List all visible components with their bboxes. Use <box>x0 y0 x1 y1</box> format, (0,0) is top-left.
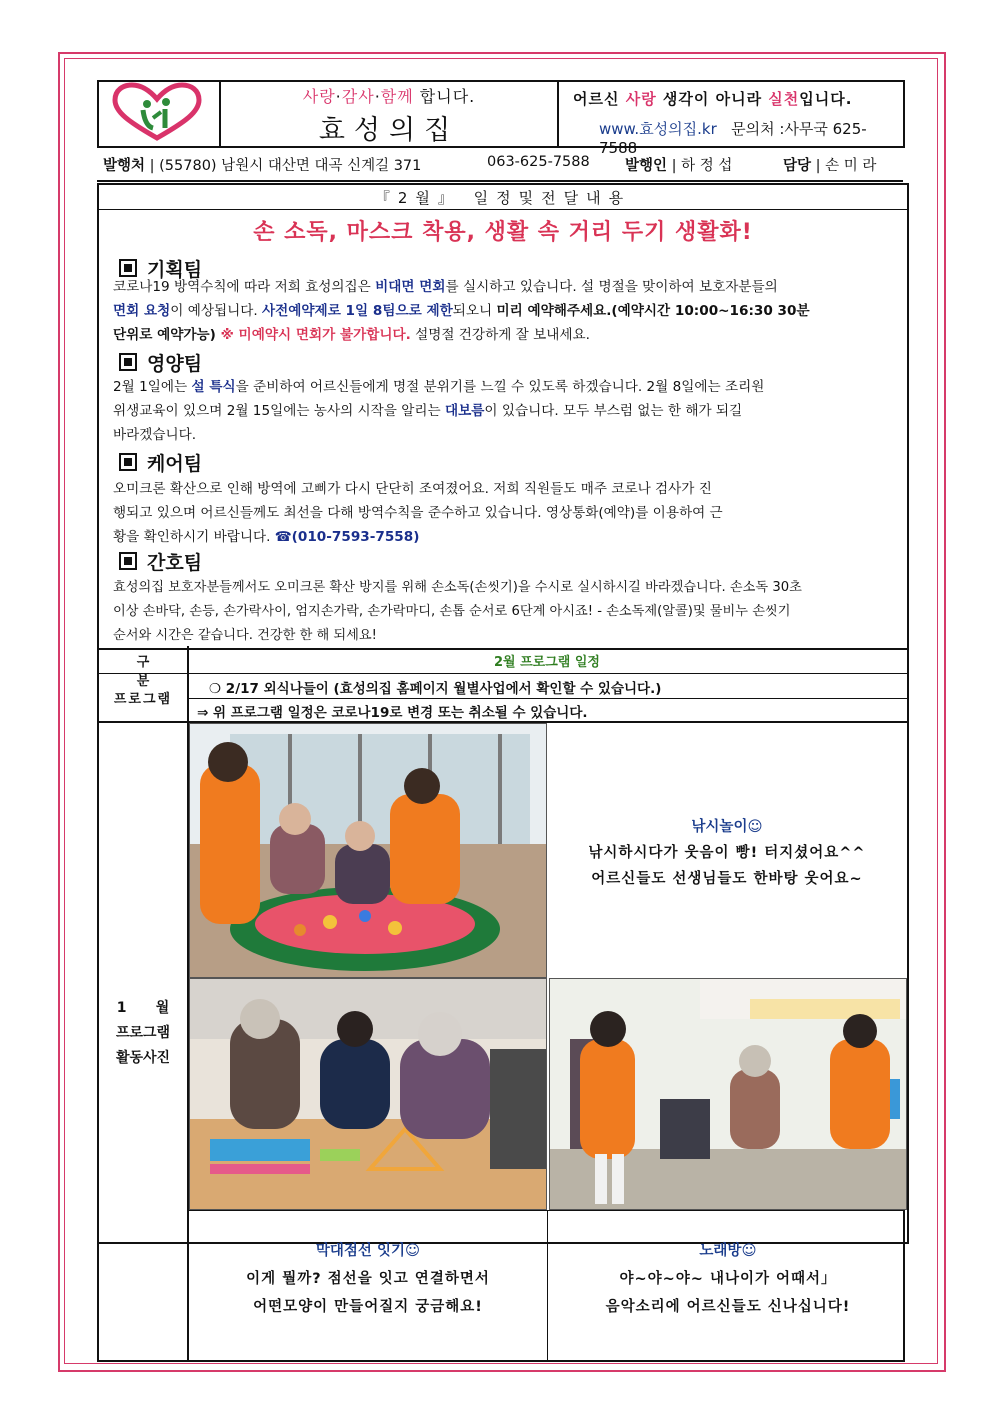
section-title-planning: 기획팀 <box>119 255 202 282</box>
title-box <box>219 80 559 148</box>
section-title-nursing: 간호팀 <box>119 548 202 575</box>
caption-karaoke: 노래방☺ 야~야~야~ 내나이가 어때서」 음악소리에 어르신들도 신나십니다! <box>605 1243 851 1315</box>
caption-fishing: 낚시놀이☺ 낚시하시다가 웃음이 빵! 터지셨어요^^ 어르신들도 선생님들도 한바탕 웃어요~ <box>588 819 866 887</box>
info-box <box>557 80 905 157</box>
program-item: ❍ 2/17 외식나들이 (효성의집 홈페이지 월별사업에서 확인할 수 있습니다.) <box>209 681 662 697</box>
table-header-category: 구분 <box>136 655 180 689</box>
newsletter-header <box>97 80 903 157</box>
photo-fishing-game <box>189 723 547 978</box>
square-bullet-icon <box>119 552 137 570</box>
photo-karaoke <box>549 978 907 1210</box>
heart-logo-icon <box>99 82 215 142</box>
stick-activity-photo-image <box>190 979 547 1210</box>
section-title-care: 케어팀 <box>119 449 202 476</box>
website-link[interactable]: www.효성의집.kr <box>599 120 717 138</box>
publisher-row: 발행처 | (55780) 남원시 대산면 대곡 신계길 371 063-625-7588 발행인 | 하 정 섭 담당 | 손 미 라 <box>103 154 877 174</box>
square-bullet-icon <box>119 453 137 471</box>
motto: 어르신 사랑 생각이 아니라 실천입니다. <box>573 90 853 108</box>
karaoke-photo-image <box>550 979 907 1210</box>
fishing-game-photo-image <box>190 724 547 978</box>
section-title-nutrition: 영양팀 <box>119 349 202 376</box>
header-divider <box>97 180 903 182</box>
contact-label: 문의처 :사무국 625-7588 <box>599 120 867 157</box>
logo-box <box>97 80 221 148</box>
section-text-nutrition: 2월 1일에는 설 특식을 준비하여 어르신들에게 명절 분위기를 느낄 수 있도록 하겠습니다. 2월 8일에는 조리원 위생교육이 있으며 2월 15일에는 농사의 시작을 알리는 대보름이 있습니다. 모두 부스럼 없는 한 해가 되길 바라겠습니다. <box>113 379 765 443</box>
photo-stick-dot-connect <box>189 978 547 1210</box>
notice-box <box>97 183 909 650</box>
program-label: 프로그램 <box>113 692 173 707</box>
activity-photos-label: 1 월 프로그램 활동사진 <box>115 1000 171 1066</box>
caption-sticks: 막대점선 잇기☺ 이게 뭘까? 점선을 잇고 연결하면서 어떤모양이 만들어질지 궁금해요! <box>246 1243 490 1315</box>
notice-headline: 손 소독, 마스크 착용, 생활 속 거리 두기 생활화! <box>253 220 753 245</box>
section-text-planning: 코로나19 방역수칙에 따라 저희 효성의집은 비대면 면회를 실시하고 있습니다. 설 명절을 맞이하여 보호자분들의 면회 요청이 예상됩니다. 사전예약제로 1일 8팀으로 제한되오니 미리 예약해주세요.(예약시간 10:00~16:30 30분 단위로 예약가능) ※ 미예약시 면회가 불가합니다. 설명절 건강하게 잘 보내세요. <box>113 279 810 343</box>
slogan: 사랑·감사·함께 합니다. <box>302 87 476 106</box>
caption-row <box>187 1210 905 1362</box>
program-table <box>97 646 909 1244</box>
site-title: 효성의집 <box>318 115 460 146</box>
notice-subtitle: 『2월』 일정및전달내용 <box>374 189 632 207</box>
section-text-care: 오미크론 확산으로 인해 방역에 고삐가 다시 단단히 조여졌어요. 저희 직원들도 매주 코로나 검사가 진 행되고 있으며 어르신들께도 최선을 다해 방역수칙을 준수하고 있습니다. 영상통화(예약)를 이용하여 근 황을 확인하시기 바랍니다. ☎(010-7593-7558) <box>113 481 723 545</box>
section-text-nursing: 효성의집 보호자분들께서도 오미크론 확산 방지를 위해 손소독(손씻기)을 수시로 실시하시길 바라겠습니다. 손소독 30초 이상 손바닥, 손등, 손가락사이, 엄지손가락, 손가락마디, 손톱 순서로 6단계 아시죠! - 손소독제(알콜)및 물비누 손씻기 순서와 시간은 같습니다. 건강한 한 해 되세요! <box>113 580 802 643</box>
program-note: ⇒ 위 프로그램 일정은 코로나19로 변경 또는 취소될 수 있습니다. <box>197 705 588 721</box>
table-header-schedule: 2월 프로그램 일정 <box>493 655 600 670</box>
square-bullet-icon <box>119 353 137 371</box>
